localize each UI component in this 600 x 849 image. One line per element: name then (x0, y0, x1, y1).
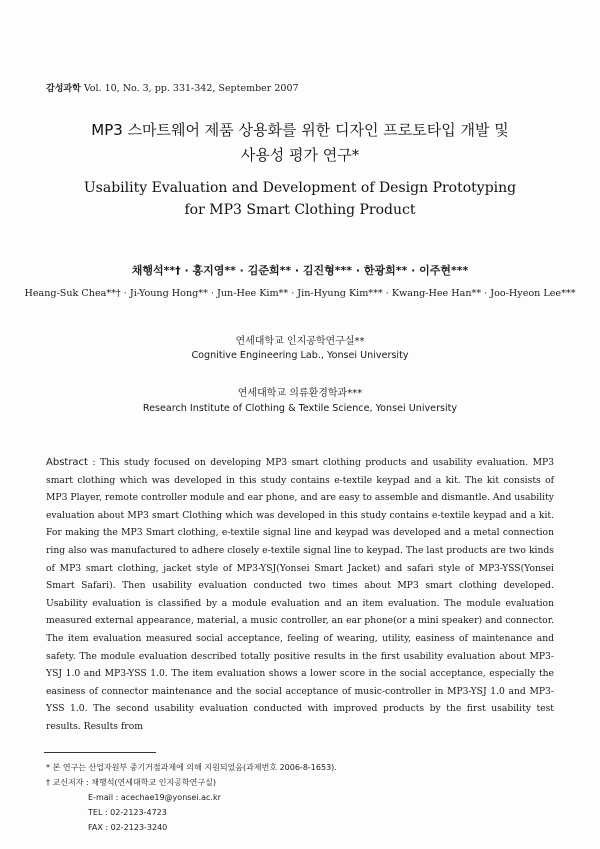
abstract-text: : This study focused on developing MP3 smart clothing products and usability evaluation. MP3 smart clothing which was developed in this study contains e-textile keypad and a kit. The kit consists of MP3 Player, remote controller module and ear phone, and are easy to assemble and dismantle. And usability evaluation about MP3 smart Clothing which was developed in this study contains e-textile keypad and a kit. For making the MP3 Smart clothing, e-textile signal line and keypad was developed and a metal connection ring also was manufactured to adhere closely e-textile signal line to keypad. The last products are two kinds of MP3 smart clothing, jacket style of MP3-YSJ(Yonsei Smart Jacket) and safari style of MP3-YSS(Yonsei Smart Safari). Then usability evaluation conducted two times about MP3 smart clothing developed. Usability evaluation is classified by a module evaluation and an item evaluation. The module evaluation measured external appearance, material, a music controller, an ear phone(or a mini speaker) and connector. The item evaluation measured social acceptance, feeling of wearing, utility, easiness of maintenance and safety. The module evaluation described totally positive results in the first usability evaluation about MP3-YSJ 1.0 and MP3-YSS 1.0. The item evaluation shows a lower score in the social acceptance, especially the easiness of connector maintenance and the social acceptance of music-controller in MP3-YSJ 1.0 and MP3-YSS 1.0. The second usability evaluation conducted with improved products by the first usability test results. Results from (46, 457, 555, 732)
korean-authors: 채행석**† · 홍지영** · 김준희** · 김진형*** · 한광희** · 이주현*** (131, 264, 469, 277)
footnote-tel: TEL : 02-2123-4723 (88, 808, 167, 817)
english-title-line-1: Usability Evaluation and Development of Design Prototyping (83, 180, 517, 196)
abstract-label: Abstract (46, 457, 88, 468)
korean-title-line-2: 사용성 평가 연구* (240, 146, 360, 164)
journal-citation (46, 81, 299, 94)
english-authors: Heang-Suk Chea**† · Ji-Young Hong** · Jun-Hee Kim** · Jin-Hyung Kim*** · Kwang-Hee Han** · Joo-Hyeon Lee*** (24, 288, 576, 299)
korean-title-line-1: MP3 스마트웨어 제품 상용화를 위한 디자인 프로토타입 개발 및 (91, 121, 509, 139)
footnote-email: E-mail : acechae19@yonsei.ac.kr (88, 793, 221, 802)
abstract (46, 454, 554, 736)
journal-name: 감성과학 (46, 84, 81, 94)
footnote-corresponding-author: † 교신저자 : 채행석(연세대학교 인지공학연구실) (46, 778, 216, 787)
affiliation-1-english: Cognitive Engineering Lab., Yonsei University (191, 350, 409, 361)
affiliation-2-english: Research Institute of Clothing & Textile Science, Yonsei University (142, 403, 458, 414)
footnote-funding: * 본 연구는 산업자원부 중기거점과제에 의해 지원되었음(과제번호 2006-8-1653). (46, 763, 337, 772)
footnote-fax: FAX : 02-2123-3240 (88, 823, 168, 832)
footnote-divider (44, 752, 156, 753)
journal-volume: Vol. 10, No. 3, pp. 331-342, September 2007 (83, 83, 299, 94)
affiliation-2-korean: 연세대학교 의류환경학과*** (237, 388, 363, 399)
english-title-line-2: for MP3 Smart Clothing Product (184, 202, 416, 218)
affiliation-1-korean: 연세대학교 인지공학연구실** (235, 336, 365, 347)
